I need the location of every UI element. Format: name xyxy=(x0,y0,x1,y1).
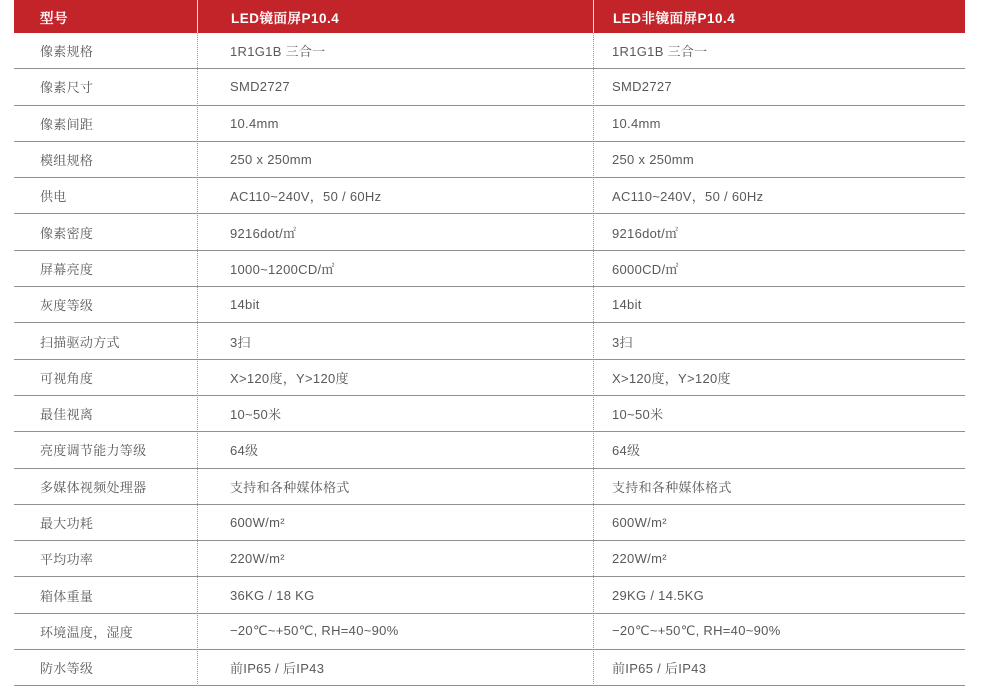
mirror-value: 64级 xyxy=(230,443,259,459)
row-label: 平均功率 xyxy=(40,552,94,568)
mirror-value: 3扫 xyxy=(230,334,251,350)
row-label: 可视角度 xyxy=(40,370,94,386)
non-mirror-value: 3扫 xyxy=(612,334,633,350)
row-label: 扫描驱动方式 xyxy=(40,334,120,350)
non-mirror-value: 600W/m² xyxy=(612,515,667,530)
row-label: 箱体重量 xyxy=(40,588,94,604)
table-row-max-power xyxy=(14,505,965,541)
spec-table xyxy=(14,0,965,686)
mirror-value: −20℃~+50℃, RH=40~90% xyxy=(230,623,399,639)
row-label: 模组规格 xyxy=(40,153,94,169)
header-cell-model: 型号 xyxy=(40,10,68,26)
non-mirror-value: 支持和各种媒体格式 xyxy=(612,479,732,495)
row-label: 供电 xyxy=(40,189,67,205)
table-row-avg-power xyxy=(14,541,965,577)
table-row-pixel-pitch xyxy=(14,106,965,142)
table-row-cabinet-weight xyxy=(14,577,965,613)
table-row-environment xyxy=(14,614,965,650)
row-label: 防水等级 xyxy=(40,661,94,677)
header-cell-non-mirror-screen: LED非镜面屏P10.4 xyxy=(593,0,965,33)
table-row-brightness xyxy=(14,251,965,287)
mirror-value: SMD2727 xyxy=(230,79,290,95)
table-row-video-processor xyxy=(14,469,965,505)
table-row-brightness-adjust-levels xyxy=(14,432,965,468)
row-label: 像素规格 xyxy=(40,44,94,60)
non-mirror-value: 64级 xyxy=(612,443,641,459)
non-mirror-value: 9216dot/㎡ xyxy=(612,225,679,241)
mirror-value: 10.4mm xyxy=(230,115,279,131)
non-mirror-value: SMD2727 xyxy=(612,79,672,95)
mirror-value: 9216dot/㎡ xyxy=(230,225,297,241)
non-mirror-value: 14bit xyxy=(612,297,642,313)
mirror-value: 10~50米 xyxy=(230,407,282,423)
mirror-value: 220W/m² xyxy=(230,551,285,567)
row-label: 屏幕亮度 xyxy=(40,261,94,277)
non-mirror-value: 250 x 250mm xyxy=(612,152,695,168)
table-row-viewing-distance xyxy=(14,396,965,432)
non-mirror-value: 10.4mm xyxy=(612,115,661,131)
table-row-waterproof-rating xyxy=(14,650,965,686)
table-row-module-spec xyxy=(14,142,965,178)
row-label: 亮度调节能力等级 xyxy=(40,443,147,459)
non-mirror-value: 220W/m² xyxy=(612,551,667,567)
non-mirror-value: AC110~240V，50 / 60Hz xyxy=(612,189,764,205)
table-body xyxy=(14,33,965,686)
mirror-value: AC110~240V，50 / 60Hz xyxy=(230,189,382,205)
non-mirror-value: 29KG / 14.5KG xyxy=(612,587,705,603)
table-row-scan-mode xyxy=(14,323,965,359)
table-row-pixel-density xyxy=(14,214,965,250)
table-row-power-supply xyxy=(14,178,965,214)
header-cell-mirror-screen: LED镜面屏P10.4 xyxy=(197,0,593,33)
table-row-pixel-spec xyxy=(14,33,965,69)
non-mirror-value: −20℃~+50℃, RH=40~90% xyxy=(612,623,781,639)
row-label: 最佳视离 xyxy=(40,407,94,423)
mirror-value: 250 x 250mm xyxy=(230,152,313,168)
non-mirror-value: 6000CD/㎡ xyxy=(612,261,679,277)
row-label: 像素密度 xyxy=(40,225,94,241)
non-mirror-value: 10~50米 xyxy=(612,407,664,423)
row-label: 灰度等级 xyxy=(40,298,94,314)
mirror-value: 前IP65 / 后IP43 xyxy=(230,661,325,677)
mirror-value: X>120度，Y>120度 xyxy=(230,370,349,386)
mirror-value: 600W/m² xyxy=(230,515,285,530)
row-label: 环境温度，湿度 xyxy=(40,624,134,640)
row-label: 像素间距 xyxy=(40,116,94,132)
mirror-value: 1000~1200CD/㎡ xyxy=(230,261,335,277)
mirror-value: 1R1G1B 三合一 xyxy=(230,44,326,60)
table-row-pixel-size xyxy=(14,69,965,105)
mirror-value: 36KG / 18 KG xyxy=(230,587,315,603)
table-row-grayscale xyxy=(14,287,965,323)
mirror-value: 14bit xyxy=(230,297,260,313)
non-mirror-value: 1R1G1B 三合一 xyxy=(612,44,708,60)
row-label: 像素尺寸 xyxy=(40,80,94,96)
non-mirror-value: 前IP65 / 后IP43 xyxy=(612,661,707,677)
non-mirror-value: X>120度，Y>120度 xyxy=(612,370,731,386)
row-label: 最大功耗 xyxy=(40,516,94,531)
table-row-viewing-angle xyxy=(14,360,965,396)
row-label: 多媒体视频处理器 xyxy=(40,479,147,495)
mirror-value: 支持和各种媒体格式 xyxy=(230,479,350,495)
table-header-row xyxy=(14,0,965,33)
